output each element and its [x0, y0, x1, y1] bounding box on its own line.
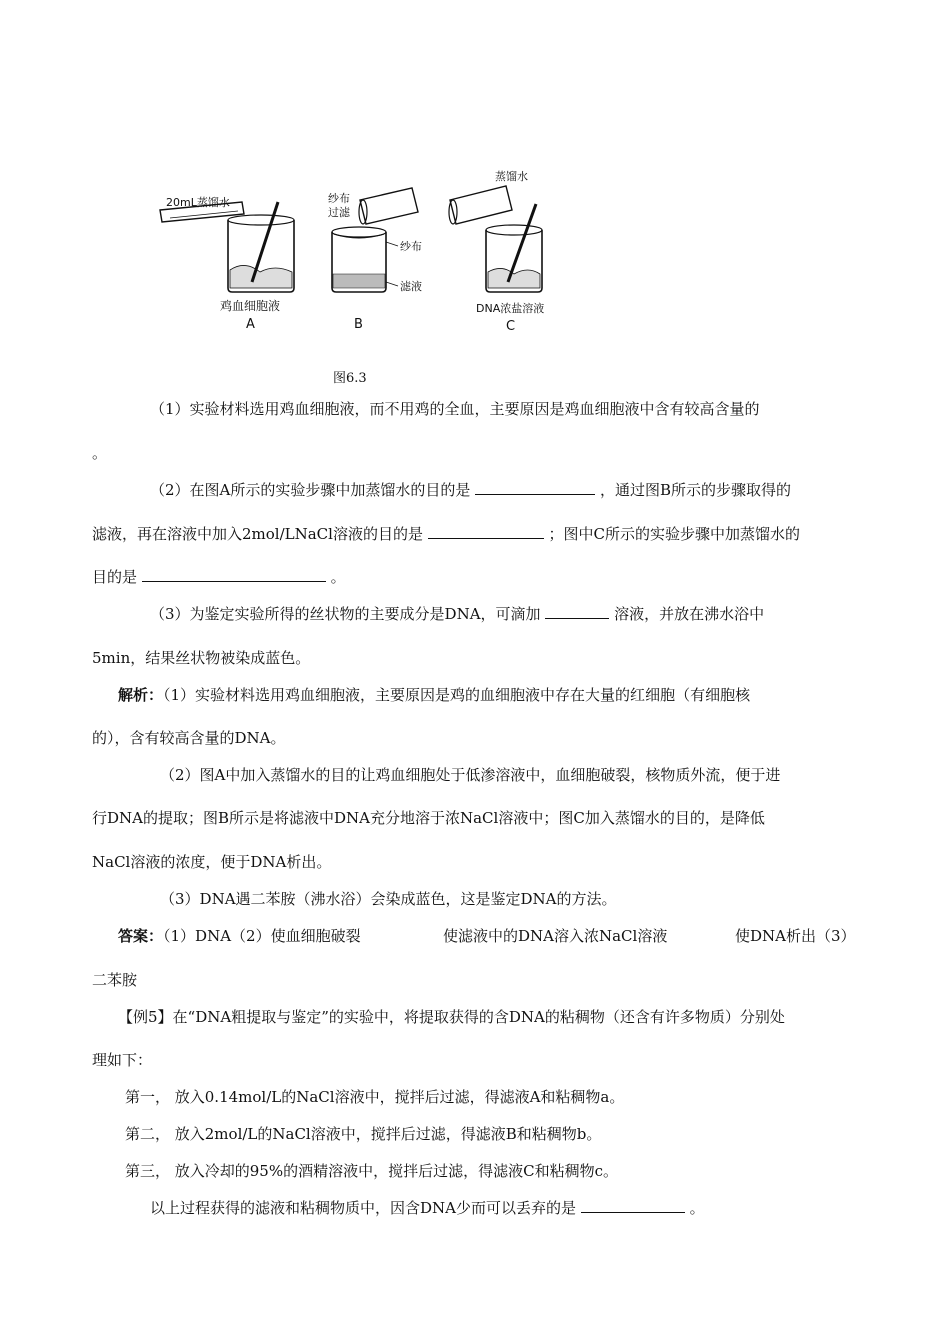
example-5-question-end: 。: [689, 1199, 705, 1217]
analysis-line-5: NaCl溶液的浓度，便于DNA析出。: [92, 853, 332, 871]
label-a-liquid: 鸡血细胞液: [220, 299, 281, 313]
answer-blank-4[interactable]: [545, 604, 609, 619]
label-b-top1: 纱布: [328, 192, 350, 205]
question-2-line-2: [92, 523, 800, 545]
q3-text-1: （3）为鉴定实验所得的丝状物的主要成分是DNA，可滴加: [150, 605, 541, 623]
q2-text-5: 目的是: [92, 568, 138, 586]
label-c-liquid: DNA浓盐溶液: [476, 302, 545, 315]
beaker-c-group: [449, 169, 544, 334]
q3-text-2: 溶液，并放在沸水浴中: [614, 605, 765, 623]
letter-c: C: [506, 319, 516, 334]
question-2-line-1: [150, 479, 791, 501]
answer-line-2: 二苯胺: [92, 971, 138, 989]
answer-blank-1[interactable]: [475, 480, 595, 495]
answer-line-1: [118, 925, 361, 947]
analysis-label: 解析：: [118, 686, 164, 704]
q2-text-4: ；图中C所示的实验步骤中加蒸馏水的: [548, 525, 801, 543]
q2-text-6: 。: [330, 568, 346, 586]
answer-blank-5[interactable]: [581, 1198, 685, 1213]
example-5-question-text: 以上过程获得的滤液和粘稠物质中，因含DNA少而可以丢弃的是: [150, 1199, 576, 1217]
pouring-beaker-b: [360, 188, 418, 224]
analysis-line-4: 行DNA的提取；图B所示是将滤液中DNA充分地溶于浓NaCl溶液中；图C加入蒸馏水的目的，是降低: [92, 809, 765, 827]
figure-caption: 图6.3: [333, 371, 367, 386]
analysis-text-1: （1）实验材料选用鸡血细胞液，主要原因是鸡的血细胞液中存在大量的红细胞（有细胞核: [163, 686, 751, 704]
answer-blank-3[interactable]: [142, 567, 326, 582]
label-b-gauze: 纱布: [400, 240, 422, 253]
beaker-b-group: [328, 188, 422, 332]
beaker-a-group: [160, 195, 294, 332]
letter-b: B: [354, 317, 363, 332]
q2-text-3: 滤液，再在溶液中加入2mol/LNaCl溶液的目的是: [92, 525, 423, 543]
example-5-line-2: 理如下：: [92, 1051, 153, 1069]
pouring-beaker-c: [450, 186, 512, 224]
analysis-line-6: （3）DNA遇二苯胺（沸水浴）会染成蓝色，这是鉴定DNA的方法。: [160, 890, 617, 908]
step-2: 第二， 放入2mol/L的NaCl溶液中，搅拌后过滤，得滤液B和粘稠物b。: [125, 1125, 602, 1143]
answer-text-1: （1）DNA（2）使血细胞破裂: [163, 927, 361, 945]
label-a-water: 20mL蒸馏水: [166, 196, 230, 209]
label-c-water: 蒸馏水: [495, 170, 528, 183]
label-b-filtrate: 滤液: [400, 280, 422, 293]
label-b-top2: 过滤: [328, 206, 350, 219]
step-1: 第一， 放入0.14mol/L的NaCl溶液中，搅拌后过滤，得滤液A和粘稠物a。: [125, 1088, 625, 1106]
q2-text-2: ，通过图B所示的步骤取得的: [599, 481, 791, 499]
answer-label: 答案：: [118, 927, 164, 945]
question-2-line-3: [92, 566, 346, 588]
question-3-line-2: 5min，结果丝状物被染成蓝色。: [92, 649, 311, 667]
question-1-line-2: 。: [92, 444, 108, 462]
example-5-question: [150, 1197, 705, 1219]
experiment-figure: [150, 160, 600, 340]
analysis-line-3: （2）图A中加入蒸馏水的目的让鸡血细胞处于低渗溶液中，血细胞破裂，核物质外流，便于进: [160, 766, 781, 784]
question-3-line-1: [150, 603, 764, 625]
analysis-line-2: 的），含有较高含量的DNA。: [92, 729, 286, 747]
answer-text-3: 使DNA析出（3）: [735, 927, 856, 945]
q2-text-1: （2）在图A所示的实验步骤中加蒸馏水的目的是: [150, 481, 471, 499]
answer-text-2: 使滤液中的DNA溶入浓NaCl溶液: [443, 927, 668, 945]
letter-a: A: [246, 317, 255, 332]
experiment-diagram: [150, 160, 600, 340]
step-3: 第三， 放入冷却的95%的酒精溶液中，搅拌后过滤，得滤液C和粘稠物c。: [125, 1162, 618, 1180]
example-5-line-1: 【例5】在“DNA粗提取与鉴定”的实验中，将提取获得的含DNA的粘稠物（还含有许多物质）分别处: [118, 1008, 785, 1026]
answer-blank-2[interactable]: [428, 524, 544, 539]
question-1-line-1: （1）实验材料选用鸡血细胞液，而不用鸡的全血，主要原因是鸡血细胞液中含有较高含量的: [150, 400, 760, 418]
analysis-line-1: [118, 684, 750, 706]
